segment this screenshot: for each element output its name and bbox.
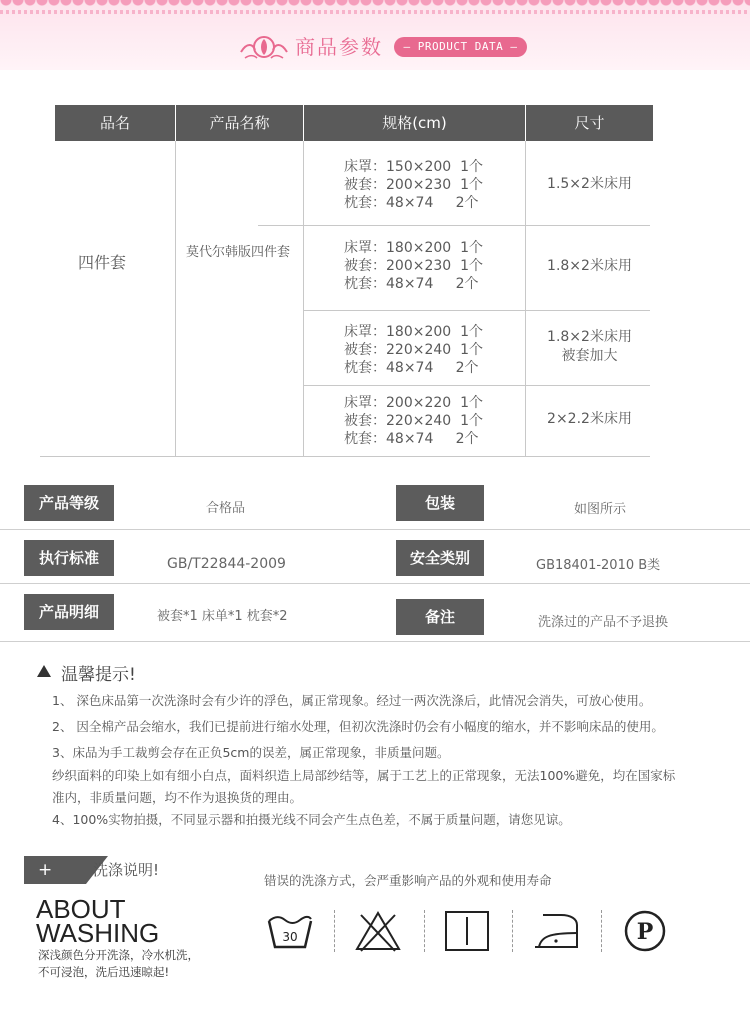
- attr-divider: [0, 641, 750, 642]
- tumble-dry-icon: [442, 909, 492, 953]
- table-divider: [303, 310, 650, 311]
- size-row-3: 1.8×2米床用 被套加大: [547, 329, 632, 364]
- icon-divider: [424, 910, 425, 952]
- tip-item: 纱织面料的印染上如有细小白点，面料织造上局部纱结等，属于工艺上的正常现象，无法100%避免，均在国家标: [52, 768, 676, 783]
- icon-divider: [512, 910, 513, 952]
- tip-item: 3、床品为手工裁剪会存在正负5cm的误差，属正常现象，非质量问题。: [52, 745, 450, 760]
- table-divider: [258, 225, 650, 226]
- grade-value: 合格品: [206, 501, 246, 516]
- tip-item: 4、100%实物拍摄，不同显示器和拍摄光线不同会产生点色差，不属于质量问题，请您见谅。: [52, 812, 571, 827]
- washing-title: 洗涤说明!: [93, 861, 160, 879]
- header-size: 尺寸: [526, 105, 653, 141]
- section-title: 商品参数: [295, 35, 383, 59]
- washing-note-line: 不可浸泡，洗后迅速晾起!: [38, 965, 170, 979]
- size-row-2: 1.8×2米床用: [547, 258, 632, 274]
- package-value: 如图所示: [574, 502, 627, 517]
- safety-value: GB18401-2010 B类: [536, 558, 661, 573]
- header-product-name: 产品名称: [176, 105, 303, 141]
- standard-value: GB/T22844-2009: [167, 556, 286, 572]
- no-bleach-icon: [353, 909, 403, 953]
- washing-description: 错误的洗涤方式，会严重影响产品的外观和使用寿命: [264, 873, 552, 888]
- tip-item: 2、 因全棉产品会缩水，我们已提前进行缩水处理，但初次洗涤时仍会有小幅度的缩水，并不影响床品的使用。: [52, 719, 664, 734]
- note-value: 洗涤过的产品不予退换: [538, 615, 669, 630]
- iron-icon: [531, 909, 581, 953]
- spec-row-2: 床罩：180×200 1个 被套：200×230 1个 枕套：48×74 2个: [344, 240, 483, 292]
- spec-row-4: 床罩：200×220 1个 被套：220×240 1个 枕套：48×74 2个: [344, 395, 483, 447]
- header-pinming: 品名: [55, 105, 175, 141]
- product-name: 莫代尔韩版四件套: [186, 245, 291, 260]
- grade-label: 产品等级: [24, 485, 114, 521]
- table-divider: [303, 385, 650, 386]
- spec-row-3: 床罩：180×200 1个 被套：220×240 1个 枕套：48×74 2个: [344, 324, 483, 376]
- detail-value: 被套*1 床单*1 枕套*2: [157, 609, 288, 624]
- spec-row-1: 床罩：150×200 1个 被套：200×230 1个 枕套：48×74 2个: [344, 159, 483, 211]
- attr-divider: [0, 529, 750, 530]
- svg-text:30: 30: [282, 930, 298, 944]
- plus-icon: +: [38, 860, 53, 880]
- tip-item: 1、 深色床品第一次洗涤时会有少许的浮色，属正常现象。经过一两次洗涤后，此情况会消失，可放心使用。: [52, 693, 652, 708]
- about-line-1: ABOUT: [36, 894, 126, 924]
- washing-note: [38, 947, 199, 981]
- warning-triangle-icon: [37, 665, 51, 677]
- product-type: 四件套: [78, 253, 127, 272]
- detail-label: 产品明细: [24, 594, 114, 630]
- wash-30-icon: [265, 909, 315, 953]
- lace-border-dots: [0, 10, 750, 14]
- attr-divider: [0, 583, 750, 584]
- svg-text:P: P: [636, 919, 654, 945]
- about-line-2: WASHING: [36, 918, 160, 948]
- tips-title: 温馨提示!: [61, 665, 136, 685]
- washing-tag: [24, 856, 86, 884]
- table-divider: [175, 141, 176, 456]
- tip-item: 准内，非质量问题，均不作为退换货的理由。: [52, 790, 303, 805]
- standard-label: 执行标准: [24, 540, 114, 576]
- table-divider: [303, 141, 304, 456]
- flower-logo-icon: [239, 30, 289, 64]
- icon-divider: [601, 910, 602, 952]
- washing-note-line: 深浅颜色分开洗涤，冷水机洗，: [38, 948, 199, 962]
- section-subtitle: — PRODUCT DATA —: [394, 37, 527, 57]
- icon-divider: [334, 910, 335, 952]
- size-row-1: 1.5×2米床用: [547, 176, 632, 192]
- safety-label: 安全类别: [396, 540, 484, 576]
- header-spec: 规格(cm): [304, 105, 525, 141]
- dry-clean-p-icon: [620, 909, 670, 953]
- size-row-4: 2×2.2米床用: [547, 411, 632, 427]
- about-washing-heading: [36, 894, 160, 948]
- note-label: 备注: [396, 599, 484, 635]
- table-divider: [40, 456, 650, 457]
- package-label: 包装: [396, 485, 484, 521]
